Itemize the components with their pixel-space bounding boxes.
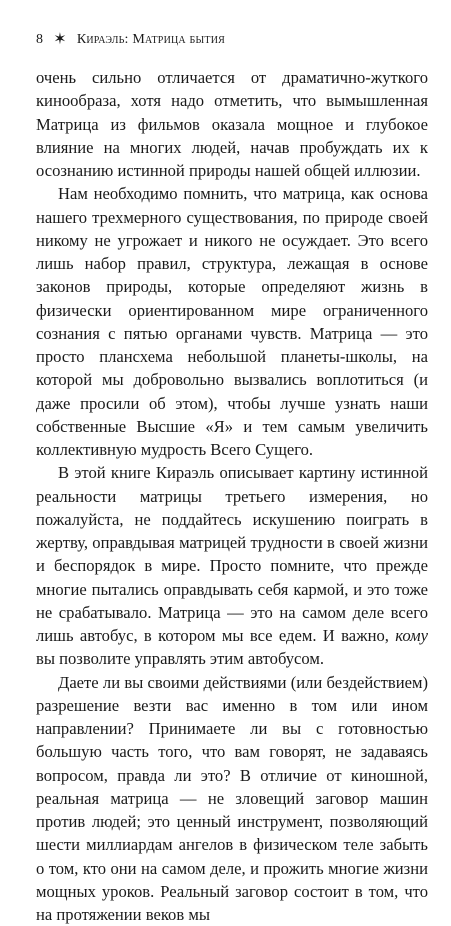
body-text <box>36 66 428 926</box>
paragraph-3-text-before: В этой книге Кираэль описывает картину истинной реальности матрицы третьего измерения, но пожалуйста, не поддайтесь искушению поиграть в жертву, оправдывая матрицей трудности в своей жизни и беспорядок в мире. Просто помните, что прежде многие пытались оправдывать себя кармой, и это тоже не срабатывало. Матрица — это на самом деле всего лишь автобус, в котором мы все едем. И важно, <box>36 463 428 645</box>
paragraph-3-text-after: вы позволите управлять этим автобусом. <box>36 649 324 668</box>
page-number: 8 <box>36 32 43 48</box>
paragraph-2: Нам необходимо помнить, что матрица, как основа нашего трехмерного существования, по природе своей никому не угрожает и никого не осуждает. Это всего лишь набор правил, структура, лежащая в основе законов природы, которые определяют жизнь в физически ориентированном мире ограниченного сознания с пятью органами чувств. Матрица — это просто плансхема небольшой планеты-школы, на которой мы добровольно вызвались воплотиться (и даже просили об этом), чтобы лучше узнать наши собственные Высшие «Я» и тем самым увеличить коллективную мудрость Всего Сущего. <box>36 182 428 461</box>
paragraph-1: очень сильно отличается от драматично-жуткого кинообраза, хотя надо отметить, что вымышленная Матрица из фильмов оказала мощное и глубокое влияние на многих людей, начав пробуждать их к осознанию истинной природы нашей общей иллюзии. <box>36 66 428 182</box>
running-head <box>36 32 225 48</box>
paragraph-3-emphasis: кому <box>395 626 428 645</box>
star-ornament-icon: ✶ <box>53 33 67 47</box>
paragraph-3 <box>36 461 428 670</box>
book-title: Кираэль: Матрица бытия <box>77 32 225 48</box>
paragraph-4: Даете ли вы своими действиями (или бездействием) разрешение везти вас именно в том или ином направлении? Принимаете ли вы с готовностью большую часть того, что вам говорят, не задаваясь вопросом, правда ли это? В отличие от киношной, реальная матрица — не зловещий заговор машин против людей; это ценный инструмент, позволяющий шести миллиардам ангелов в физическом теле забыть о том, кто они на самом деле, и прожить многие жизни мощных уроков. Реальный заговор состоит в том, что на протяжении веков мы <box>36 671 428 926</box>
